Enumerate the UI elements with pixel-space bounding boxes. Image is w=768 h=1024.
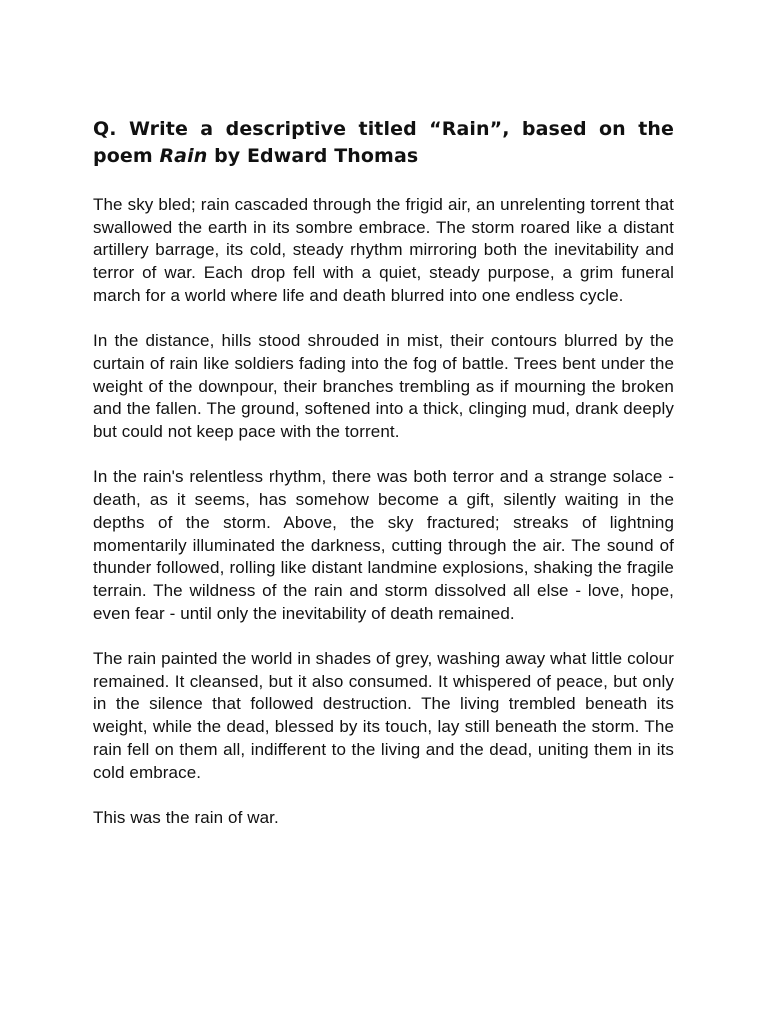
heading-poem-title: Rain [159,145,208,167]
paragraph-2: In the distance, hills stood shrouded in mist, their contours blurred by the curtain of rain like soldiers fading into the fog of battle. Trees bent under the weight of the downpour, their branches trembling as if mourning the broken and the fallen. The ground, softened into a thick, clinging mud, drank deeply but could not keep pace with the torrent. [93,331,674,442]
closing-line: This was the rain of war. [93,807,279,827]
paragraph-4: The rain painted the world in shades of grey, washing away what little colour remained. It cleansed, but it also consumed. It whispered of peace, but only in the silence that followed destruction. The living trembled beneath its weight, while the dead, blessed by its touch, lay still beneath the storm. The rain fell on them all, indifferent to the living and the dead, uniting them in its cold embrace. [93,649,674,782]
heading-prefix: Q. Write a descriptive titled “Rain”, based on the poem [93,118,674,167]
heading-suffix: by Edward Thomas [207,145,419,167]
question-heading [93,116,674,170]
paragraph-3: In the rain's relentless rhythm, there was both terror and a strange solace - death, as it seems, has somehow become a gift, silently waiting in the depths of the storm. Above, the sky fractured; streaks of lightning momentarily illuminated the darkness, cutting through the air. The sound of thunder followed, rolling like distant landmine explosions, shaking the fragile terrain. The wildness of the rain and storm dissolved all else - love, hope, even fear - until only the inevitability of death remained. [93,467,674,623]
paragraph-1: The sky bled; rain cascaded through the frigid air, an unrelenting torrent that swallowed the earth in its sombre embrace. The storm roared like a distant artillery barrage, its cold, steady rhythm mirroring both the inevitability and terror of war. Each drop fell with a quiet, steady purpose, a grim funeral march for a world where life and death blurred into one endless cycle. [93,195,674,305]
document-page [93,116,674,852]
